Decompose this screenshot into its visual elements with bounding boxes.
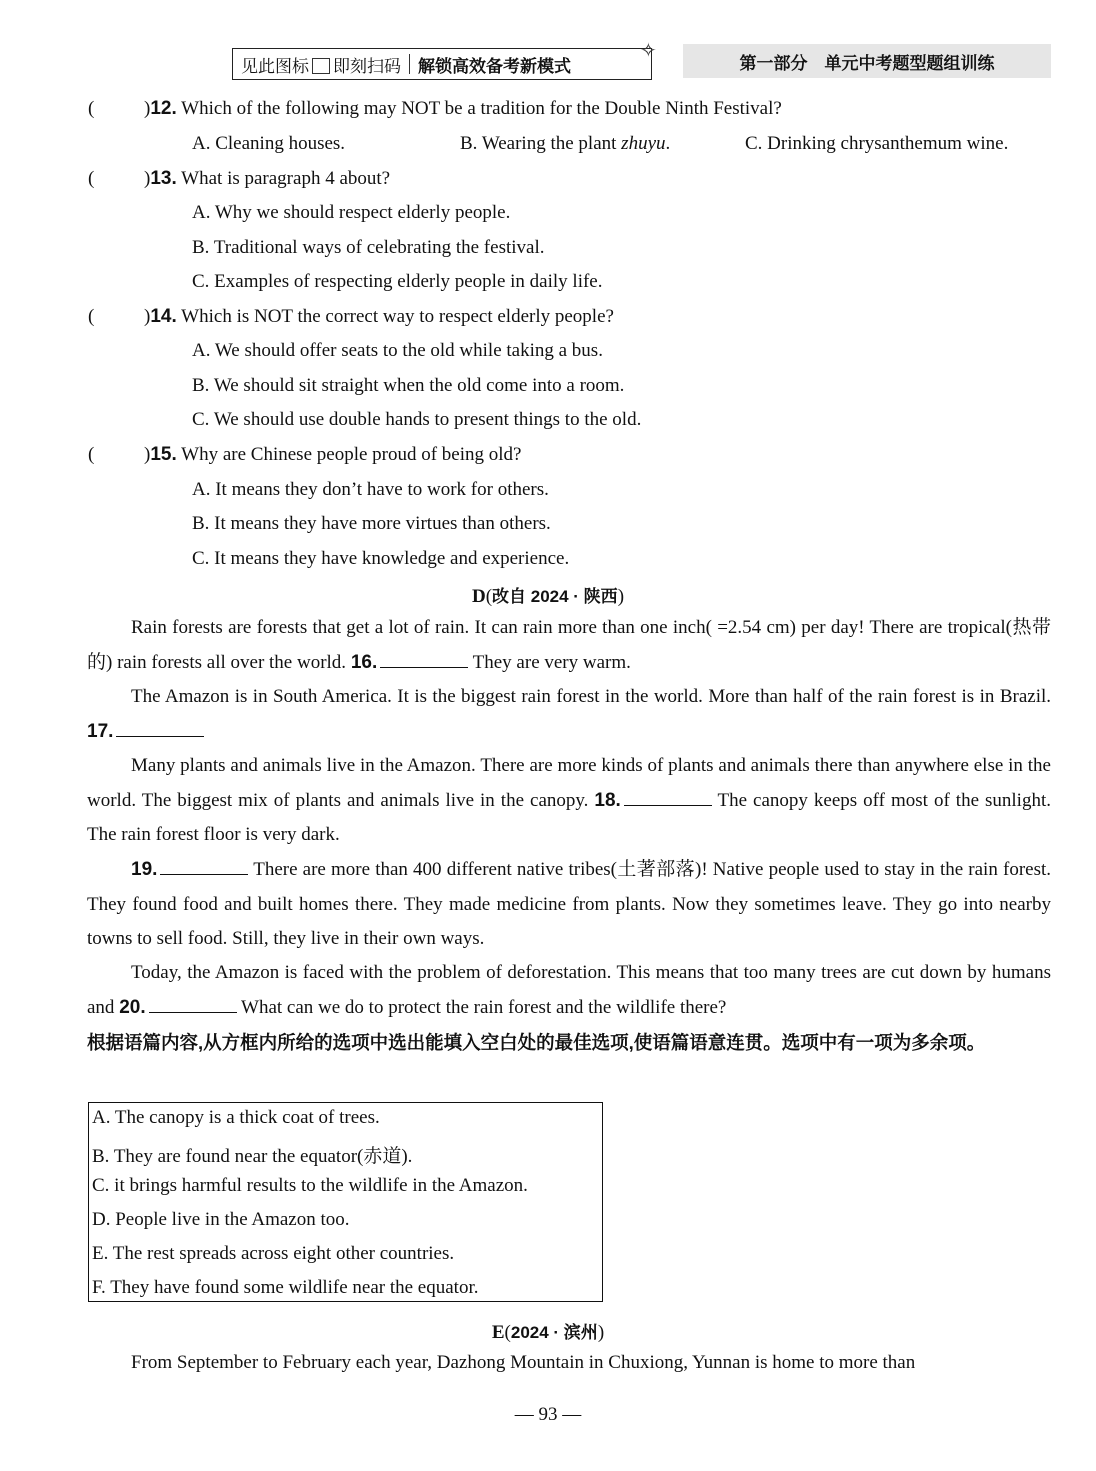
question-stem: What is paragraph 4 about? [181,168,391,189]
answer-paren-left: ( [88,306,95,327]
blank-16[interactable] [380,649,468,668]
box-option: A. The canopy is a thick coat of trees. [92,1107,380,1128]
box-option: D. People live in the Amazon too. [92,1209,350,1230]
answer-paren-left: ( [88,168,95,189]
passage-paragraph: Today, the Amazon is faced with the problem of deforestation. This means that too many trees are cut down by humans and 20. What can we do to protect the rain forest and the wildlife there? [87,962,1051,1018]
question-12: )12. Which of the following may NOT be a tradition for the Double Ninth Festival? [144,98,782,119]
header-section-title: 第一部分 单元中考题型题组训练 [683,44,1051,78]
option: B. Wearing the plant zhuyu. [460,133,671,154]
blank-17[interactable] [116,718,204,737]
options-box [88,1102,603,1302]
instruction-text: 根据语篇内容,从方框内所给的选项中选出能填入空白处的最佳选项,使语篇语意连贯。选项中有一项为多余项。 [87,1032,986,1053]
box-option: B. They are found near the equator(赤道). [92,1146,413,1167]
option: C. Drinking chrysanthemum wine. [745,133,1009,154]
section-e-heading: E(2024 · 滨州) [491,1322,605,1343]
question-number: 12 [150,98,172,119]
option: B. It means they have more virtues than others. [192,513,551,534]
answer-paren-left: ( [88,98,95,119]
question-stem: Why are Chinese people proud of being old? [181,444,522,465]
section-source: 2024 · 滨州 [510,1323,598,1342]
header-scan-text-2: 即刻扫码 [333,56,401,76]
passage-paragraph: The Amazon is in South America. It is the biggest rain forest in the world. More than half of the rain forest is in Brazil. 17. [87,686,1051,742]
option: B. We should sit straight when the old come into a room. [192,375,625,396]
answer-paren-left: ( [88,444,95,465]
page-number: — 93 — [514,1404,582,1425]
option: C. We should use double hands to present things to the old. [192,409,642,430]
question-number: 15 [150,444,172,465]
header-scan-banner [232,48,652,80]
sparkle-icon: ✧ [640,38,657,62]
header-scan-text-1: 见此图标 [241,56,309,76]
blank-18[interactable] [624,787,712,806]
question-stem: Which is NOT the correct way to respect elderly people? [181,306,614,327]
option: A. It means they don’t have to work for others. [192,479,549,500]
box-option: E. The rest spreads across eight other countries. [92,1243,455,1264]
passage-paragraph: 19. There are more than 400 different native tribes(土著部落)! Native people used to stay in the rain forest. They found food and built homes there. They made medicine from plants. Now they sometimes leave. They go into nearby towns to sell food. Still, they live in their own ways. [87,853,1051,957]
box-option: F. They have found some wildlife near the equator. [92,1277,479,1298]
option: B. Traditional ways of celebrating the festival. [192,237,545,258]
header-divider [409,54,410,74]
scan-icon [312,58,330,74]
option: A. Cleaning houses. [192,133,346,154]
passage-paragraph: Rain forests are forests that get a lot of rain. It can rain more than one inch( =2.54 cm) per day! There are tropical(热带的) rain forests all over the world. 16. They are very warm. [87,617,1051,673]
passage-paragraph: From September to February each year, Dazhong Mountain in Chuxiong, Yunnan is home to more than [131,1352,916,1373]
blank-19[interactable] [160,856,248,875]
question-13: )13. What is paragraph 4 about? [144,168,391,189]
option: A. Why we should respect elderly people. [192,202,511,223]
option: A. We should offer seats to the old while taking a bus. [192,340,603,361]
question-15: )15. Why are Chinese people proud of being old? [144,444,522,465]
question-14: )14. Which is NOT the correct way to respect elderly people? [144,306,614,327]
question-number: 13 [150,168,172,189]
option: C. Examples of respecting elderly people in daily life. [192,271,603,292]
section-d-heading: D(改自 2024 · 陕西) [471,586,625,607]
header-scan-text-3: 解锁高效备考新模式 [418,56,571,76]
blank-20[interactable] [149,994,237,1013]
option: C. It means they have knowledge and experience. [192,548,570,569]
box-option: C. it brings harmful results to the wildlife in the Amazon. [92,1175,528,1196]
section-source: 改自 2024 · 陕西 [492,587,618,606]
passage-paragraph: Many plants and animals live in the Amazon. There are more kinds of plants and animals there than anywhere else in the world. The biggest mix of plants and animals live in the canopy. 18. The canopy keeps off most of the sunlight. The rain forest floor is very dark. [87,755,1051,845]
question-number: 14 [150,306,172,327]
question-stem: Which of the following may NOT be a tradition for the Double Ninth Festival? [181,98,782,119]
